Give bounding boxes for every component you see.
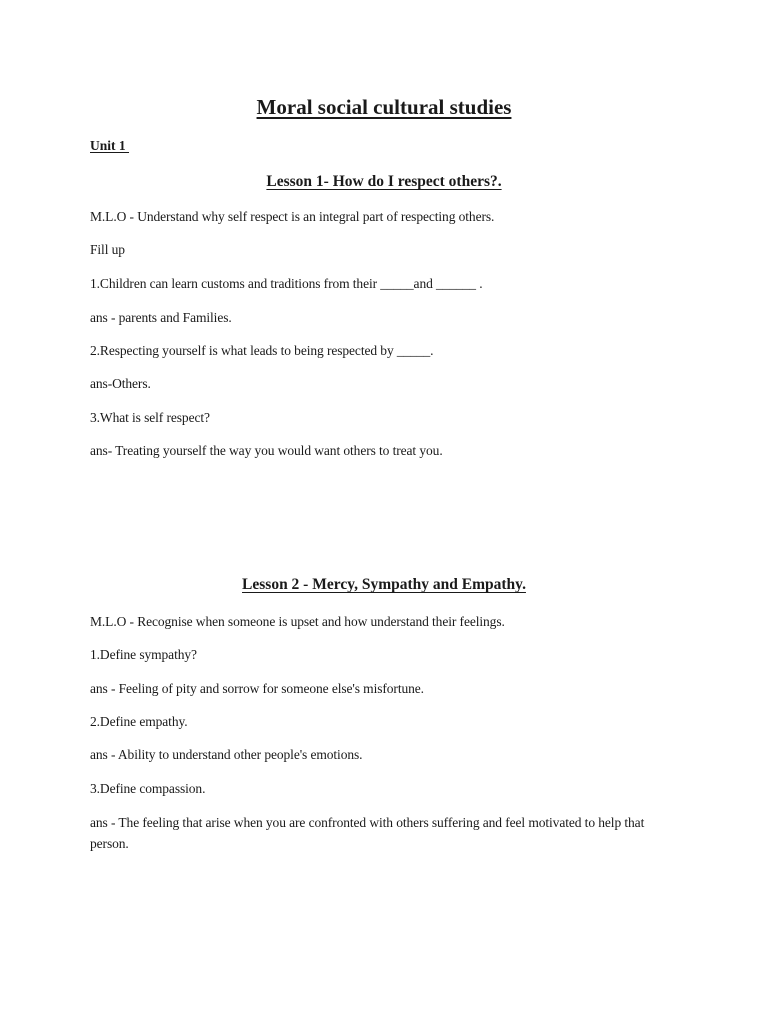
lesson1-answer-3: ans- Treating yourself the way you would want others to treat you. <box>90 443 443 458</box>
lesson2-heading: Lesson 2 - Mercy, Sympathy and Empathy. <box>242 576 526 593</box>
lesson2-mlo: M.L.O - Recognise when someone is upset and how understand their feelings. <box>90 614 505 629</box>
lesson2-answer-1: ans - Feeling of pity and sorrow for someone else's misfortune. <box>90 681 424 696</box>
lesson1-answer-2: ans-Others. <box>90 376 151 391</box>
lesson1-question-1: 1.Children can learn customs and traditions from their _____and ______ . <box>90 276 483 291</box>
lesson2-question-1: 1.Define sympathy? <box>90 647 197 662</box>
lesson2-answer-2: ans - Ability to understand other people's emotions. <box>90 747 363 762</box>
lesson1-question-3: 3.What is self respect? <box>90 410 210 425</box>
lesson2-question-2: 2.Define empathy. <box>90 714 188 729</box>
lesson1-heading: Lesson 1- How do I respect others?. <box>266 173 502 190</box>
lesson1-mlo: M.L.O - Understand why self respect is an integral part of respecting others. <box>90 209 495 224</box>
lesson1-question-2: 2.Respecting yourself is what leads to being respected by _____. <box>90 343 434 358</box>
unit-heading: Unit 1 <box>90 138 130 153</box>
lesson2-question-3: 3.Define compassion. <box>90 781 206 796</box>
document-title: Moral social cultural studies <box>256 95 512 119</box>
lesson2-answer-3: ans - The feeling that arise when you are confronted with others suffering and feel motivated to help that person. <box>90 815 645 851</box>
lesson1-answer-1: ans - parents and Families. <box>90 310 232 325</box>
lesson1-fill-up-label: Fill up <box>90 242 125 257</box>
